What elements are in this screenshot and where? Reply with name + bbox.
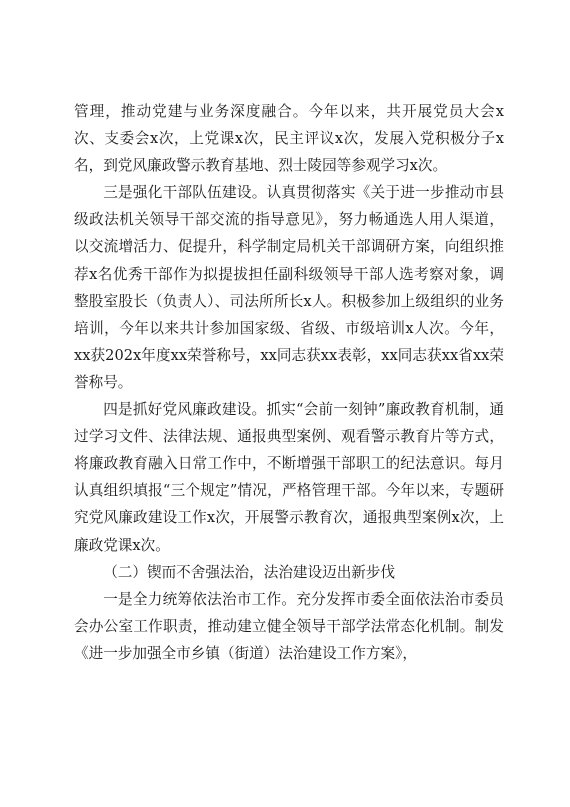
paragraph-continued: 管理，推动党建与业务深度融合。今年以来，共开展党员大会x次、支委会x次，上党课x次，民主评议x次，发展入党积极分子x名，到党风廉政警示教育基地、烈士陵园等参观学习x次。	[74, 103, 504, 175]
paragraph-rule-of-law-coordination: 一是全力统筹依法治市工作。充分发挥市委全面依法治市委员会办公室工作职责，推动建立健全领导干部学法常态化机制。制发《进一步加强全市乡镇（街道）法治建设工作方案》，	[74, 590, 504, 662]
paragraph-clean-governance: 四是抓好党风廉政建设。抓实“会前一刻钟”廉政教育机制，通过学习文件、法律法规、通报典型案例、观看警示教育片等方式，将廉政教育融入日常工作中，不断增强干部职工的纪法意识。每月认真组织填报“三个规定”情况，严格管理干部。今年以来，专题研究党风廉政建设工作x次，开展警示教育次，通报典型案例x次，上廉政党课x次。	[74, 401, 504, 554]
paragraph-cadre-building: 三是强化干部队伍建设。认真贯彻落实《关于进一步推动市县级政法机关领导干部交流的指导意见》，努力畅通选人用人渠道，以交流增活力、促提升，科学制定局机关干部调研方案，向组织推荐x名优秀干部作为拟提拔担任副科级领导干部人选考察对象，调整股室股长（负责人）、司法所所长x人。积极参加上级组织的业务培训，今年以来共计参加国家级、省级、市级培训x人次。今年，xx获202x年度xx荣誉称号，xx同志获xx表彰，xx同志获xx省xx荣誉称号。	[74, 184, 504, 391]
section-heading-rule-of-law: （二）锲而不舍强法治，法治建设迈出新步伐	[103, 563, 396, 581]
document-body	[74, 98, 504, 667]
